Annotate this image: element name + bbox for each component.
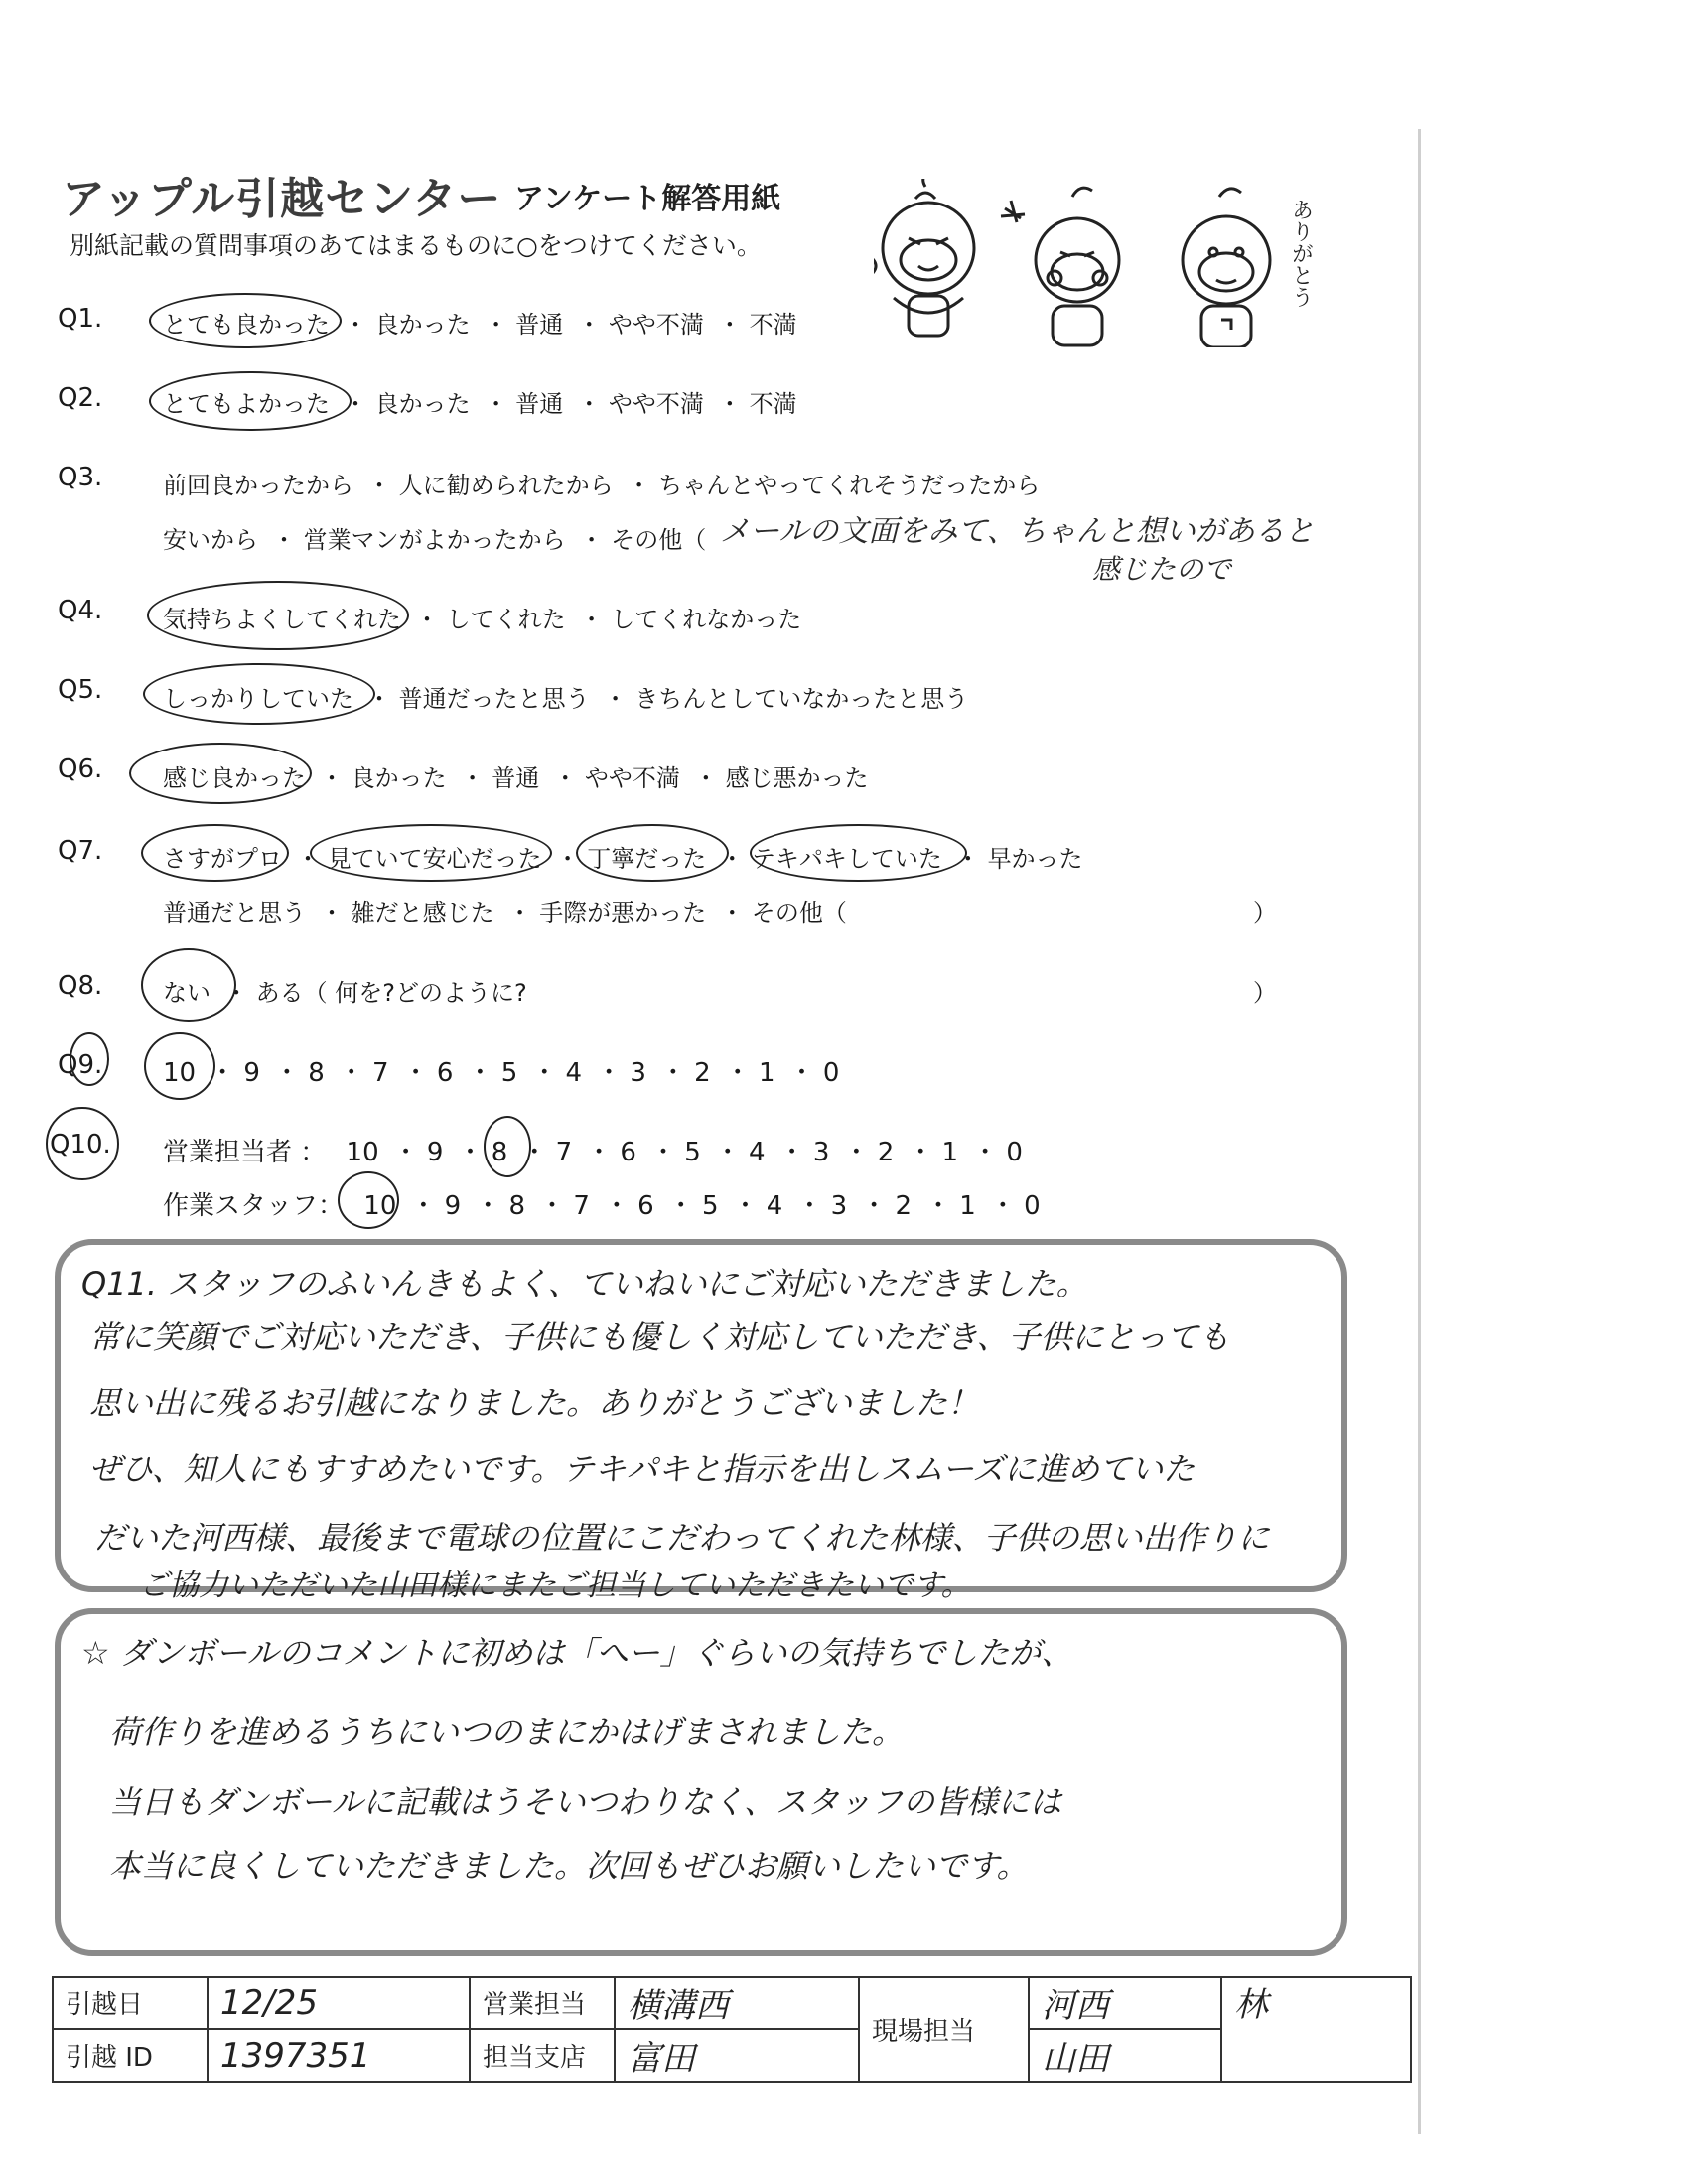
comment-line: だいた河西様、最後まで電球の位置にこだわってくれた林様、子供の思い出作りに [94,1519,1270,1557]
q9-score[interactable]: 4 [565,1058,583,1088]
q10-sales-answer-circle [484,1116,531,1177]
q9-scale: 10 ・ 9 ・ 8 ・ 7 ・ 6 ・ 5 ・ 4 ・ 3 ・ 2 ・ 1 ・ 0 [163,1058,840,1088]
comment-line: ぜひ、知人にもすすめたいです。テキパキと指示を出しスムーズに進めていた [89,1450,1196,1488]
q10-score[interactable]: 10 [363,1191,397,1221]
q10-score[interactable]: 1 [941,1138,959,1167]
comment-line: ☆ ダンボールのコメントに初めは「へー」ぐらいの気持ちでしたが、 [81,1634,1073,1672]
q4-option[interactable]: してくれた [446,606,566,633]
q3-option[interactable]: 営業マンがよかったから [303,526,566,554]
q9-score[interactable]: 2 [694,1058,711,1088]
q2-option[interactable]: やや不満 [608,390,704,418]
instruction-text: 別紙記載の質問事項のあてはまるものに○をつけてください。 [70,231,762,260]
q10-score[interactable]: 9 [426,1138,444,1167]
q7-option[interactable]: さすがプロ [163,845,282,873]
q10-score[interactable]: 4 [766,1191,783,1221]
q9-answer-circle [144,1032,215,1100]
comment-line: 常に笑顔でご対応いただき、子供にも優しく対応していただき、子供にとっても [89,1318,1230,1356]
q3-option[interactable]: 人に勧められたから [398,472,614,499]
q3-other-answer-2: 感じたので [1092,553,1232,586]
q10-score[interactable]: 7 [555,1138,573,1167]
q2-options: とてもよかった ・ 良かった ・ 普通 ・ やや不満 ・ 不満 [163,390,797,418]
q8-option[interactable]: ある（ 何を?どのように? [255,979,527,1007]
q5-options: しっかりしていた ・ 普通だったと思う ・ きちんとしていなかったと思う [163,685,969,713]
q1-option[interactable]: 良かった [374,311,471,339]
q10-score[interactable]: 6 [620,1138,636,1167]
comment-line: 本当に良くしていただきました。次回もぜひお願いしたいです。 [109,1847,1029,1885]
site-value-1: 河西 [1029,1977,1221,2029]
q8-option[interactable]: ない [163,979,211,1007]
q7-line2: 普通だと思う ・ 雑だと感じた ・ 手際が悪かった ・ その他（ [163,899,847,927]
q8-close: ） [1253,979,1277,1007]
q7-option[interactable]: 丁寧だった [587,845,707,873]
q10-score[interactable]: 0 [1024,1191,1041,1221]
q2-option[interactable]: 良かった [374,390,471,418]
sales-label: 営業担当 [470,1977,615,2029]
q10-score[interactable]: 1 [959,1191,976,1221]
move-info-table [52,1976,1412,2083]
move-date-value: 12/25 [208,1977,470,2029]
q1-option[interactable]: やや不満 [608,311,704,339]
mascot-bowing-icon [1183,189,1270,347]
form-title: アンケート解答用紙 [514,182,781,216]
q10-score[interactable]: 5 [684,1138,701,1167]
q7-option[interactable]: 見ていて安心だった [327,845,542,873]
q3-other-answer: メールの文面をみて、ちゃんと想いがあると [720,514,1315,549]
q4-option[interactable]: 気持ちよくしてくれた [163,606,401,633]
branch-value: 富田 [615,2029,859,2082]
q3-line2: 安いから ・ 営業マンがよかったから ・ その他（ [163,526,707,554]
mascot-illustration [874,179,1331,347]
sales-value: 横溝西 [615,1977,859,2029]
q9-number: Q9. [58,1050,103,1080]
q4-option[interactable]: してくれなかった [611,606,802,633]
q7-option[interactable]: 雑だと感じた [351,899,494,927]
q7-number: Q7. [58,836,103,866]
q7-option[interactable]: 早かった [987,845,1083,873]
q7-answer-circle [576,824,729,882]
q7-option[interactable]: 普通だと思う [163,899,306,927]
q8-options: ない ・ ある（ 何を?どのように? [163,979,527,1007]
q7-option[interactable]: 手際が悪かった [539,899,707,927]
q7-answer-circle [141,824,289,882]
page-edge [1418,129,1421,2134]
q10-score[interactable]: 9 [444,1191,462,1221]
move-date-label: 引越日 [53,1977,208,2029]
q10-score[interactable]: 6 [637,1191,654,1221]
q10-score[interactable]: 8 [508,1191,526,1221]
comment-line: 当日もダンボールに記載はうそいつわりなく、スタッフの皆様には [109,1783,1062,1821]
q2-number: Q2. [58,383,103,413]
q5-answer-circle [143,663,375,725]
q1-number: Q1. [58,304,103,334]
comment-line: Q11. スタッフのふいんきもよく、ていねいにご対応いただきました。 [81,1265,1088,1302]
q7-answer-circle [310,824,552,882]
q10-number: Q10. [50,1130,111,1160]
mascot-laughing-icon [874,179,974,336]
q3-line1: 前回良かったから ・ 人に勧められたから ・ ちゃんとやってくれそうだったから [163,472,1041,499]
q10-score[interactable]: 7 [573,1191,590,1221]
q9-score[interactable]: 9 [243,1058,260,1088]
q10-score[interactable]: 10 [346,1138,379,1167]
q10-score[interactable]: 5 [701,1191,719,1221]
q6-option[interactable]: 普通 [492,764,540,792]
q7-option[interactable]: テキパキしていた [751,845,942,873]
q10-staff-label: 作業スタッフ： [163,1191,345,1221]
q9-score[interactable]: 7 [372,1058,389,1088]
q1-options: とても良かった ・ 良かった ・ 普通 ・ やや不満 ・ 不満 [163,311,797,339]
mascot-shy-icon [1001,188,1119,345]
q4-options: 気持ちよくしてくれた ・ してくれた ・ してくれなかった [163,606,802,633]
q1-option[interactable]: とても良かった [163,311,330,339]
comment-line: ご協力いただいた山田様にまたご担当していただきたいです。 [139,1569,971,1603]
q7-other-close: ） [1253,899,1277,927]
q2-option[interactable]: 普通 [515,390,564,418]
q10-score[interactable]: 3 [812,1138,830,1167]
q4-answer-circle [147,581,409,650]
q1-option[interactable]: 普通 [515,311,564,339]
site-value-3: 林 [1221,1977,1411,2082]
q9-score[interactable]: 3 [630,1058,646,1088]
q3-option[interactable]: 前回良かったから [163,472,353,499]
q6-option[interactable]: やや不満 [584,764,680,792]
site-value-2: 山田 [1029,2029,1221,2082]
q10-score[interactable]: 3 [830,1191,848,1221]
q6-number: Q6. [58,754,103,784]
comment-line: 荷作りを進めるうちにいつのまにかはげまされました。 [109,1713,905,1751]
q8-answer-circle [141,948,236,1022]
company-title: アップル引越センター [62,174,502,224]
q10-sales-row: 営業担当者 ： 10 ・ 9 ・ 8 ・ 7 ・ 6 ・ 5 ・ 4 ・ 3 ・ 2 ・ 1 ・ 0 [163,1138,1023,1167]
q10-score[interactable]: 2 [877,1138,895,1167]
move-id-label: 引越 ID [53,2029,208,2082]
q6-option[interactable]: 感じ悪かった [725,764,869,792]
q3-number: Q3. [58,463,103,492]
q9-score[interactable]: 5 [500,1058,518,1088]
q4-number: Q4. [58,596,103,625]
q5-number: Q5. [58,675,103,705]
q9-number-circle [70,1032,109,1086]
q9-score[interactable]: 1 [759,1058,775,1088]
q10-score[interactable]: 2 [895,1191,912,1221]
q9-score[interactable]: 0 [822,1058,840,1088]
q3-option[interactable]: ちゃんとやってくれそうだったから [658,472,1041,499]
q10-staff-row: 作業スタッフ： 10 ・ 9 ・ 8 ・ 7 ・ 6 ・ 5 ・ 4 ・ 3 ・ 2 ・ 1 ・ 0 [163,1191,1041,1221]
q3-option[interactable]: その他（ [611,526,707,554]
branch-label: 担当支店 [470,2029,615,2082]
q10-score[interactable]: 8 [491,1138,508,1167]
site-label: 現場担当 [859,1977,1029,2082]
q3-option[interactable]: 安いから [163,526,258,554]
q10-score[interactable]: 0 [1006,1138,1023,1167]
move-id-value: 1397351 [208,2029,470,2082]
q10-score[interactable]: 4 [749,1138,766,1167]
q10-sales-label: 営業担当者 ： [163,1138,327,1167]
q6-answer-circle [129,743,312,804]
comment-line: 思い出に残るお引越になりました。ありがとうございました！ [89,1384,980,1422]
q2-answer-circle [149,371,352,431]
q9-score[interactable]: 10 [163,1058,197,1088]
q1-option[interactable]: 不満 [749,311,797,339]
q7-option[interactable]: その他（ [751,899,847,927]
q6-option[interactable]: 良かった [351,764,447,792]
thanks-text: ありがとう [1288,199,1314,308]
q2-option[interactable]: 不満 [749,390,797,418]
q5-option[interactable]: しっかりしていた [163,685,353,713]
q6-options: 感じ良かった ・ 良かった ・ 普通 ・ やや不満 ・ 感じ悪かった [163,764,869,792]
q9-score[interactable]: 8 [308,1058,325,1088]
q5-option[interactable]: きちんとしていなかったと思う [634,685,969,713]
q9-score[interactable]: 6 [436,1058,454,1088]
q6-option[interactable]: 感じ良かった [163,764,306,792]
q2-option[interactable]: とてもよかった [163,390,330,418]
q1-answer-circle [149,293,342,348]
q7-line1: さすがプロ ・ 見ていて安心だった ・ 丁寧だった ・ テキパキしていた ・ 早かった [163,845,1083,873]
q10-staff-answer-circle [338,1171,399,1229]
q5-option[interactable]: 普通だったと思う [398,685,590,713]
q10-number-circle [46,1107,119,1180]
q7-answer-circle [750,824,967,882]
q8-number: Q8. [58,971,103,1001]
